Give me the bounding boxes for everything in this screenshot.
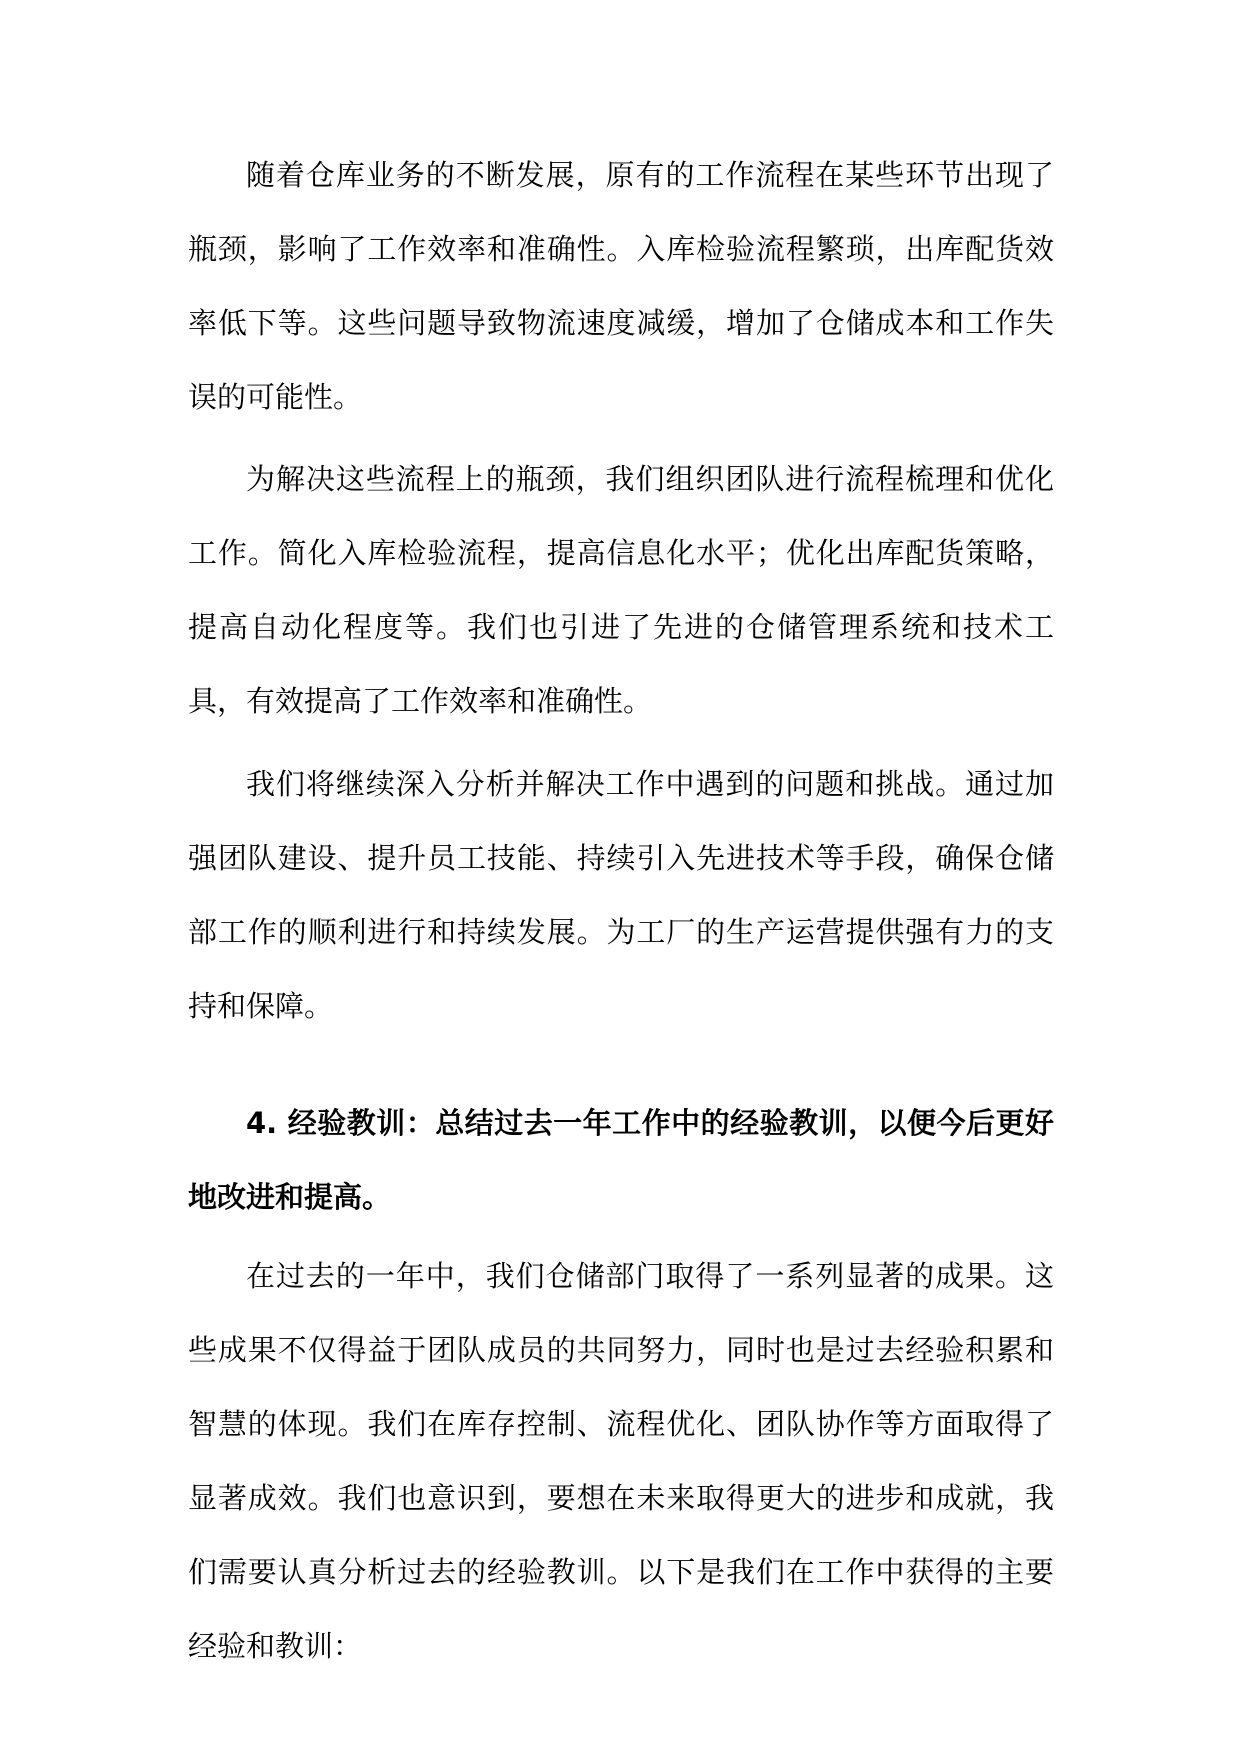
paragraph-future-plans: 我们将继续深入分析并解决工作中遇到的问题和挑战。通过加强团队建设、提升员工技能、持续引入先进技术等手段，确保仓储部工作的顺利进行和持续发展。为工厂的生产运营提供强有力的支持和保障。 [188,767,1054,1023]
paragraph-process-optimization: 为解决这些流程上的瓶颈，我们组织团队进行流程梳理和优化工作。简化入库检验流程，提高信息化水平；优化出库配货策略，提高自动化程度等。我们也引进了先进的仓储管理系统和技术工具，有效提高了工作效率和准确性。 [188,462,1054,718]
paragraph-workflow-bottleneck: 随着仓库业务的不断发展，原有的工作流程在某些环节出现了瓶颈，影响了工作效率和准确性。入库检验流程繁琐，出库配货效率低下等。这些问题导致物流速度减缓，增加了仓储成本和工作失误的可能性。 [188,158,1054,414]
paragraph-lessons-intro: 在过去的一年中，我们仓储部门取得了一系列显著的成果。这些成果不仅得益于团队成员的共同努力，同时也是过去经验积累和智慧的体现。我们在库存控制、流程优化、团队协作等方面取得了显著成效。我们也意识到，要想在未来取得更大的进步和成就，我们需要认真分析过去的经验教训。以下是我们在工作中获得的主要经验和教训： [188,1259,1054,1663]
section-heading-lessons: 4. 经验教训：总结过去一年工作中的经验教训，以便今后更好地改进和提高。 [188,1106,1054,1214]
